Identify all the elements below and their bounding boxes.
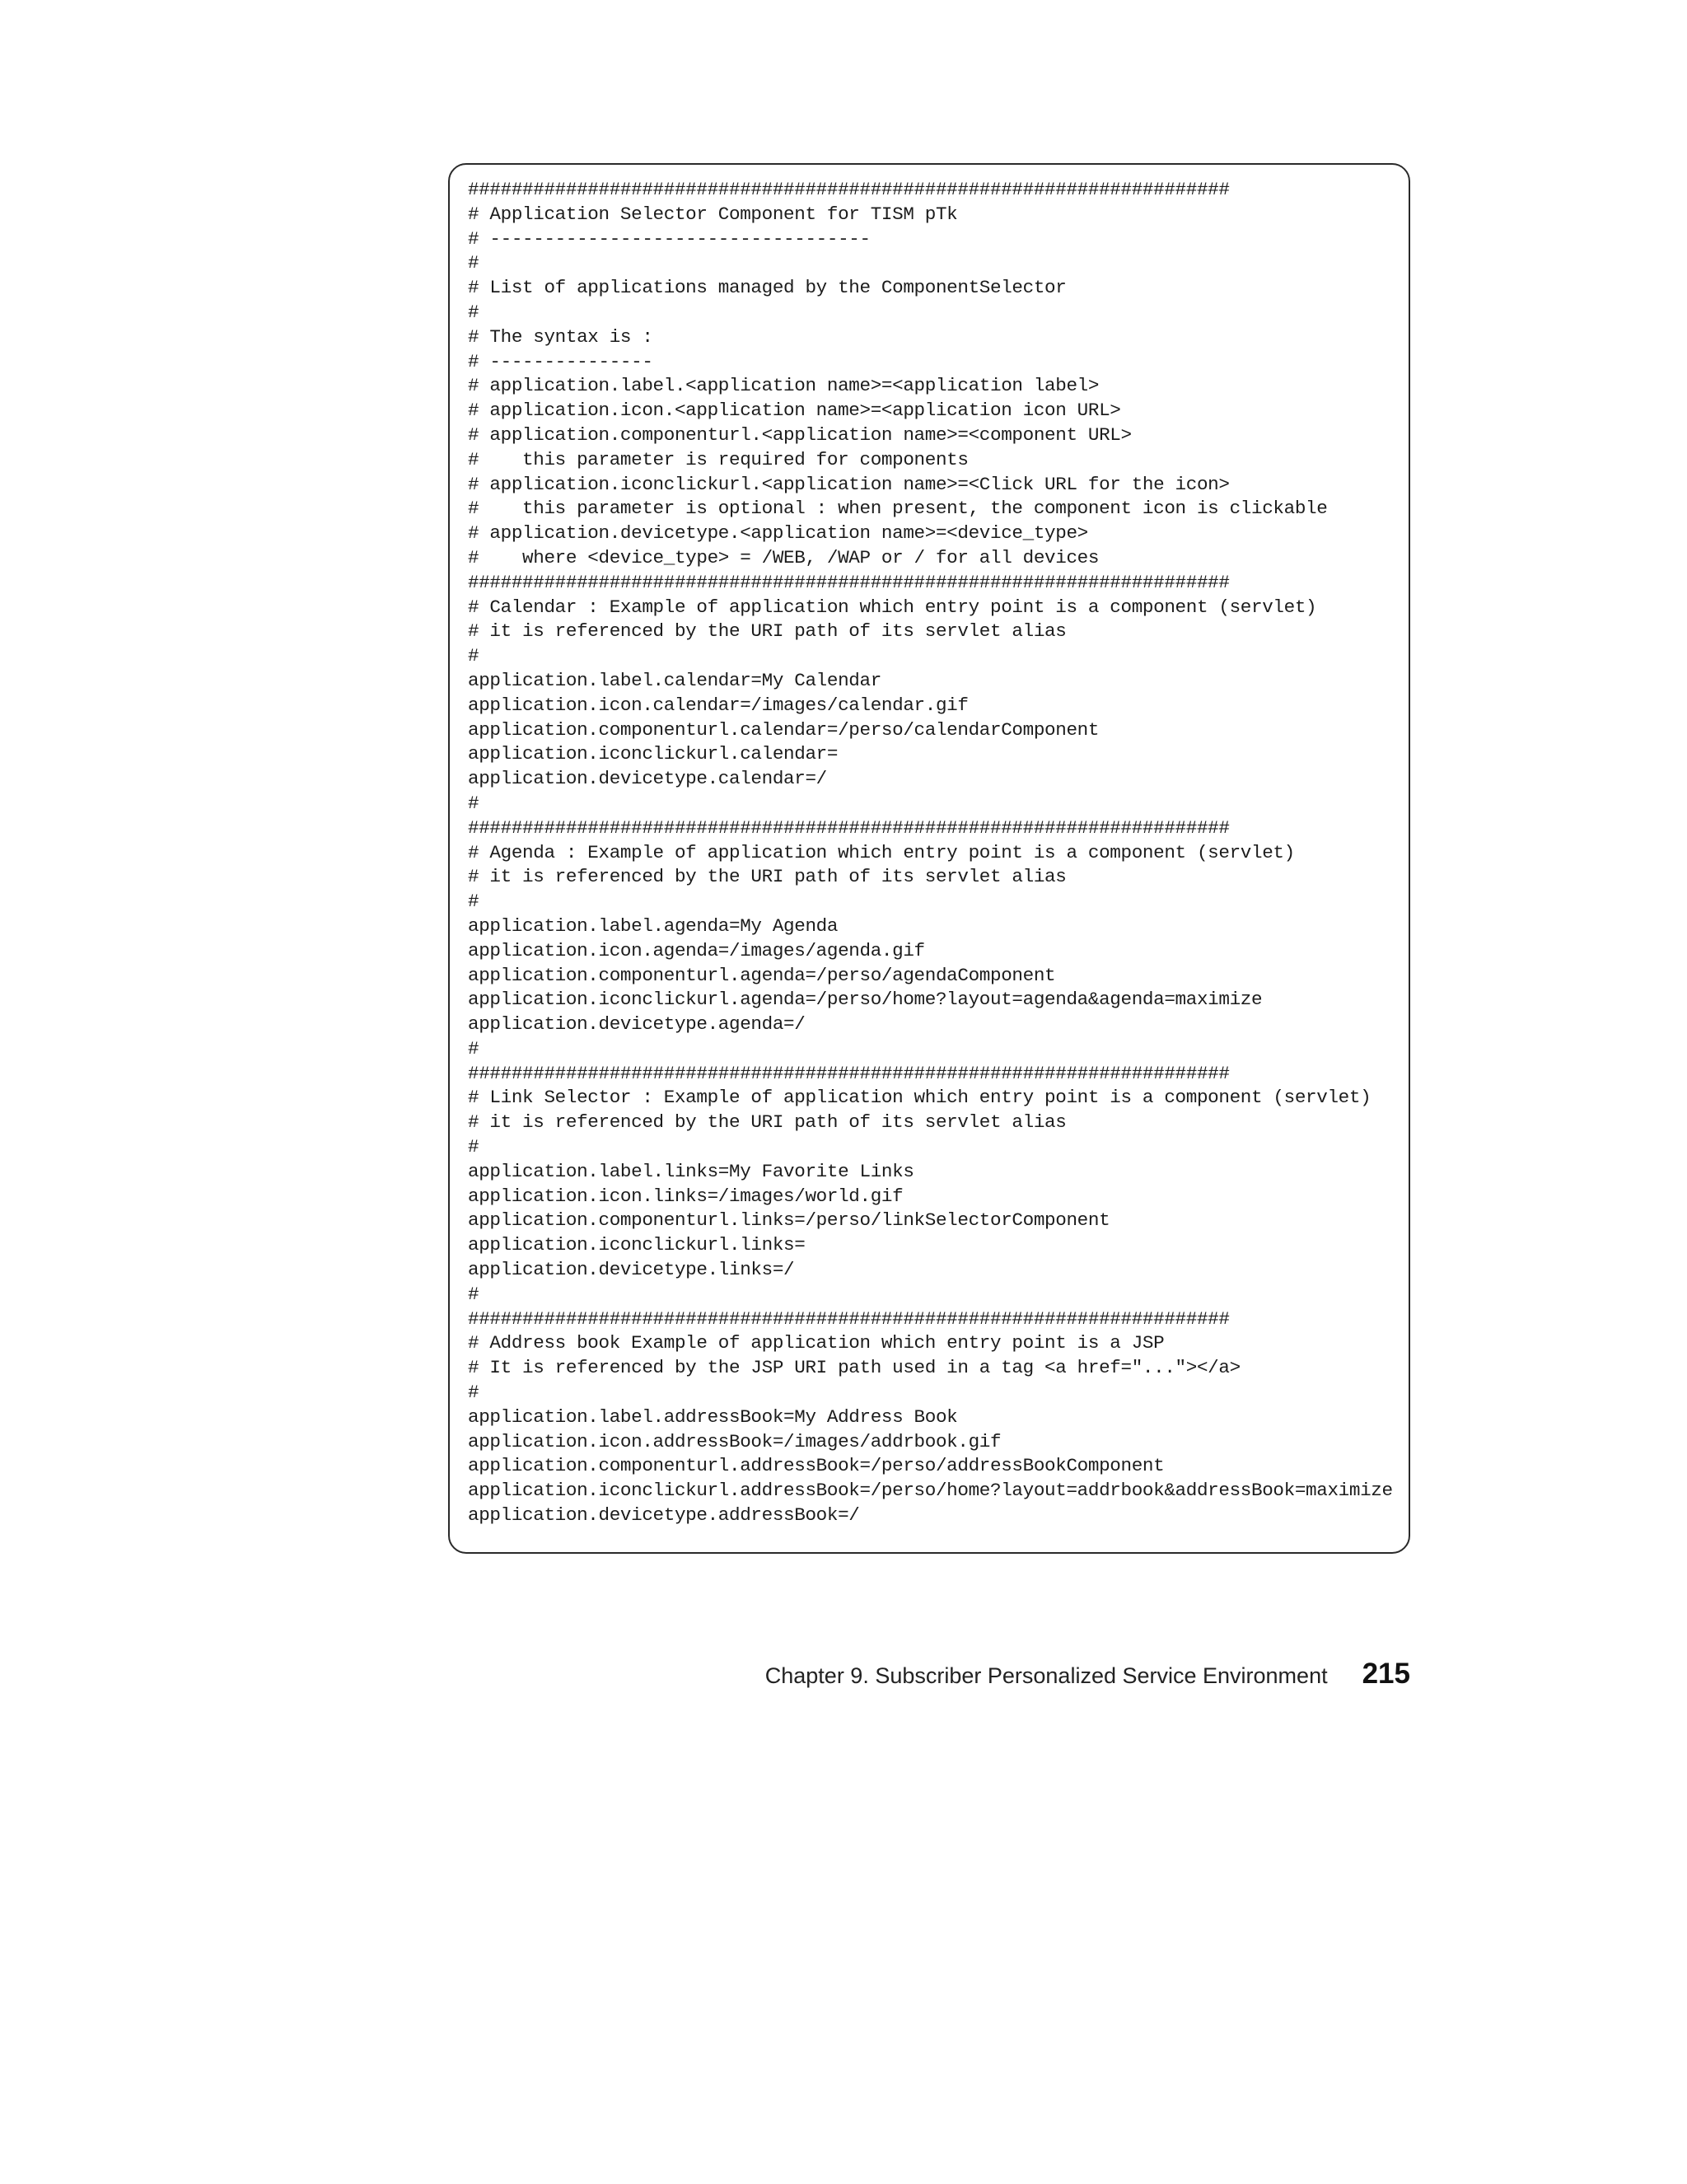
code-line: # this parameter is required for components: [468, 448, 969, 470]
code-line: application.label.addressBook=My Address Book: [468, 1405, 958, 1428]
code-line: ######################################################################: [468, 571, 1230, 593]
code-line: #: [468, 1136, 479, 1158]
code-line: application.iconclickurl.addressBook=/perso/home?layout=addrbook&addressBook=maximize: [468, 1480, 1393, 1502]
code-line: # application.devicetype.<application name>=<device_type>: [468, 522, 1088, 545]
code-line: # List of applications managed by the ComponentSelector: [468, 277, 1067, 299]
code-listing: [468, 178, 1393, 1528]
code-line: application.iconclickurl.agenda=/perso/home?layout=agenda&agenda=maximize: [468, 989, 1263, 1011]
code-line: # application.componenturl.<application name>=<component URL>: [468, 423, 1132, 446]
code-line: # this parameter is optional : when present, the component icon is clickable: [468, 498, 1328, 520]
code-line: application.componenturl.calendar=/perso/calendarComponent: [468, 718, 1100, 741]
code-line: application.icon.addressBook=/images/addrbook.gif: [468, 1430, 1002, 1452]
page-number: 215: [1362, 1658, 1410, 1690]
page-footer: [765, 1658, 1410, 1691]
code-line: # application.label.<application name>=<application label>: [468, 375, 1100, 397]
code-line: application.icon.calendar=/images/calendar.gif: [468, 694, 969, 716]
code-line: application.devicetype.calendar=/: [468, 768, 827, 790]
code-line: # where <device_type> = /WEB, /WAP or / for all devices: [468, 546, 1100, 568]
code-line: # Agenda : Example of application which entry point is a component (servlet): [468, 841, 1295, 863]
code-line: # The syntax is :: [468, 325, 653, 348]
code-line: application.componenturl.addressBook=/perso/addressBookComponent: [468, 1455, 1165, 1477]
code-line: ######################################################################: [468, 816, 1230, 839]
code-line: application.devicetype.agenda=/: [468, 1013, 806, 1036]
code-line: # application.icon.<application name>=<application icon URL>: [468, 400, 1121, 422]
code-line: #: [468, 891, 479, 913]
code-line: application.iconclickurl.calendar=: [468, 743, 839, 765]
footer-chapter-title: Chapter 9. Subscriber Personalized Service Environment: [764, 1663, 1328, 1688]
code-line: #: [468, 1283, 479, 1305]
code-line: #: [468, 301, 479, 323]
code-line: #: [468, 252, 479, 274]
code-line: #: [468, 645, 479, 667]
code-line: # ---------------: [468, 350, 653, 372]
code-line: # it is referenced by the URI path of its servlet alias: [468, 866, 1067, 888]
code-line: application.iconclickurl.links=: [468, 1234, 806, 1256]
code-line: # -----------------------------------: [468, 227, 871, 250]
code-line: #: [468, 792, 479, 814]
code-line: ######################################################################: [468, 179, 1230, 200]
code-line: # Application Selector Component for TISM pTk: [468, 203, 958, 225]
code-line: application.devicetype.links=/: [468, 1259, 795, 1281]
code-line: application.label.calendar=My Calendar: [468, 669, 881, 691]
code-line: # Link Selector : Example of application which entry point is a component (servlet): [468, 1087, 1372, 1109]
code-line: #: [468, 1037, 479, 1059]
code-line: application.devicetype.addressBook=/: [468, 1504, 860, 1527]
code-line: application.label.links=My Favorite Links: [468, 1160, 914, 1182]
code-line: # it is referenced by the URI path of its servlet alias: [468, 620, 1067, 643]
code-line: ######################################################################: [468, 1062, 1230, 1084]
code-line: application.componenturl.links=/perso/linkSelectorComponent: [468, 1209, 1110, 1232]
code-line: application.label.agenda=My Agenda: [468, 914, 839, 937]
code-line: application.icon.links=/images/world.gif: [468, 1185, 904, 1207]
code-line: # It is referenced by the JSP URI path used in a tag <a href="..."></a>: [468, 1357, 1241, 1379]
code-line: ######################################################################: [468, 1307, 1230, 1330]
code-line: application.componenturl.agenda=/perso/agendaComponent: [468, 964, 1056, 986]
code-line: # it is referenced by the URI path of its servlet alias: [468, 1111, 1067, 1134]
code-line: # application.iconclickurl.<application name>=<Click URL for the icon>: [468, 473, 1230, 495]
code-line: #: [468, 1382, 479, 1404]
code-line: # Calendar : Example of application which entry point is a component (servlet): [468, 596, 1317, 618]
code-line: application.icon.agenda=/images/agenda.gif: [468, 939, 925, 961]
code-line: # Address book Example of application which entry point is a JSP: [468, 1332, 1165, 1354]
